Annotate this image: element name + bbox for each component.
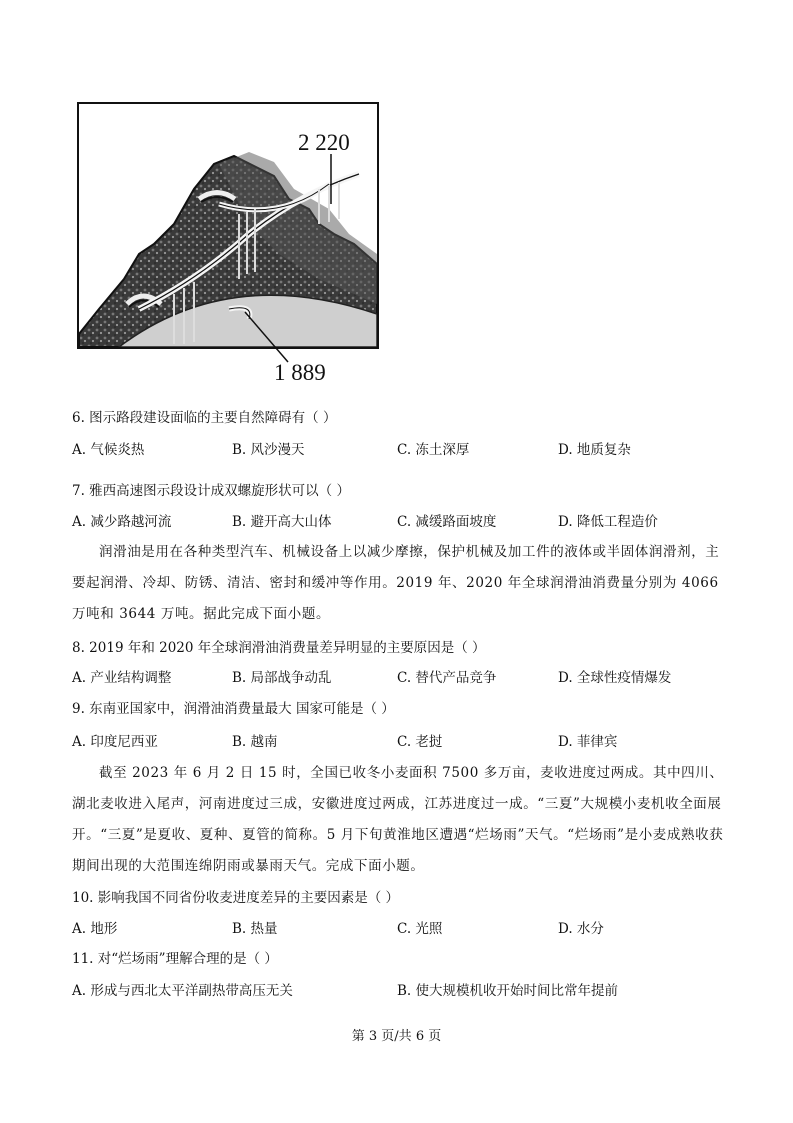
question-6-option-d: D. 地质复杂 (558, 442, 631, 458)
question-9-stem: 9. 东南亚国家中，润滑油消费量最大 国家可能是（ ） (72, 701, 395, 717)
question-10-option-b: B. 热量 (232, 921, 278, 937)
question-11-option-b: B. 使大规模机收开始时间比常年提前 (397, 983, 619, 999)
question-10-option-c: C. 光照 (397, 921, 443, 937)
question-6-option-c: C. 冻土深厚 (397, 442, 470, 458)
question-8-option-c: C. 替代产品竞争 (397, 670, 497, 686)
question-8-stem: 8. 2019 年和 2020 年全球润滑油消费量差异明显的主要原因是（ ） (72, 640, 486, 656)
question-11-option-a: A. 形成与西北太平洋副热带高压无关 (72, 983, 293, 999)
question-6-option-b: B. 风沙漫天 (232, 442, 305, 458)
question-9-option-c: C. 老挝 (397, 734, 443, 750)
question-6-stem: 6. 图示路段建设面临的主要自然障碍有（ ） (72, 410, 337, 426)
question-7-stem: 7. 雅西高速图示段设计成双螺旋形状可以（ ） (72, 483, 350, 499)
page-number-footer: 第 3 页/共 6 页 (351, 1029, 442, 1044)
question-11-stem: 11. 对“烂场雨”理解合理的是（ ） (72, 951, 278, 967)
question-10-option-a: A. 地形 (72, 921, 118, 937)
question-9-option-a: A. 印度尼西亚 (72, 734, 158, 750)
elevation-label-top: 2 220 (298, 130, 350, 155)
passage-lubricant (72, 537, 724, 630)
question-8-option-a: A. 产业结构调整 (72, 670, 172, 686)
question-6-option-a: A. 气候炎热 (72, 442, 145, 458)
passage-wheat-harvest-text: 截至 2023 年 6 月 2 日 15 时，全国已收冬小麦面积 7500 多万亩，麦收进度过两成。其中四川、湖北麦收进入尾声，河南进度过三成，安徽进度过两成，江苏进度过一成。“三夏”大规模小麦机收全面展开。“三夏”是夏收、夏种、夏管的简称。5 月下旬黄淮地区遭遇“烂场雨”天气。“烂场雨”是小麦成熟收获期间出现的大范围连绵阴雨或暴雨天气。完成下面小题。 (72, 765, 724, 874)
question-8-option-b: B. 局部战争动乱 (232, 670, 332, 686)
passage-wheat-harvest (72, 758, 724, 882)
question-8-option-d: D. 全球性疫情爆发 (558, 670, 672, 686)
question-7-option-d: D. 降低工程造价 (558, 514, 658, 530)
question-9-option-b: B. 越南 (232, 734, 278, 750)
question-7-option-a: A. 减少路越河流 (72, 514, 172, 530)
passage-lubricant-text: 润滑油是用在各种类型汽车、机械设备上以减少摩擦，保护机械及加工件的液体或半固体润滑剂，主要起润滑、冷却、防锈、清洁、密封和缓冲等作用。2019 年、2020 年全球润滑油消费量分别为 4066 万吨和 3644 万吨。据此完成下面小题。 (72, 544, 720, 622)
question-10-option-d: D. 水分 (558, 921, 604, 937)
question-10-stem: 10. 影响我国不同省份收麦进度差异的主要因素是（ ） (72, 890, 400, 906)
question-7-option-c: C. 减缓路面坡度 (397, 514, 497, 530)
question-9-option-d: D. 菲律宾 (558, 734, 618, 750)
question-7-option-b: B. 避开高大山体 (232, 514, 332, 530)
elevation-label-bottom: 1 889 (274, 360, 326, 385)
